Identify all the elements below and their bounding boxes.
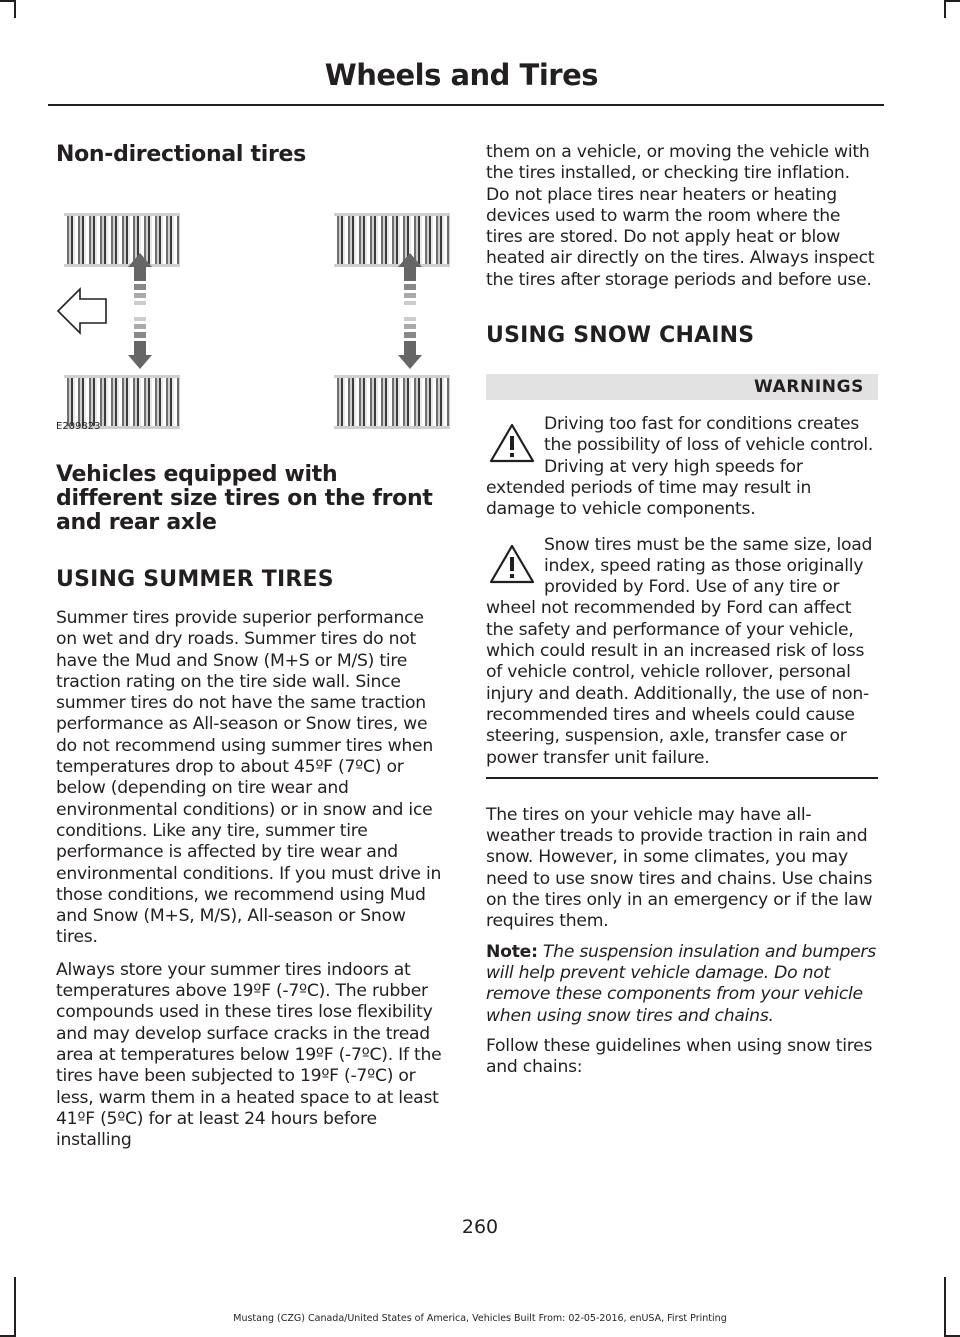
note-text: The suspension insulation and bumpers will help prevent vehicle damage. Do not remove these components from your vehicle when using snow tires and chains. <box>486 941 876 1026</box>
warnings-bar: WARNINGS <box>486 374 878 400</box>
nondirectional-heading: Non-directional tires <box>56 142 306 167</box>
crop-mark <box>944 0 946 18</box>
summer-tires-heading: USING SUMMER TIRES <box>56 567 334 592</box>
note-paragraph <box>486 942 878 1027</box>
warning-text: Driving too fast for conditions creates the possibility of loss of vehicle control. Driving at very high speeds for extended periods of time may result in damage to vehicle components. <box>486 414 874 520</box>
note-label: Note: <box>486 941 538 962</box>
crop-mark <box>0 0 14 2</box>
storage-paragraph: Always store your summer tires indoors at temperatures above 19ºF (-7ºC). The rubber compounds used in these tires lose flexibility and may develop surface cracks in the tread area at temperatures below 19ºF (-7ºC). If the tires have been subjected to 19ºF (-7ºC) or less, warm them in a heated space to at least 41ºF (5ºC) for at least 24 hours before installing <box>56 959 442 1151</box>
crop-mark <box>14 1277 16 1337</box>
vehicles-heading: Vehicles equipped with different size tires on the front and rear axle <box>56 462 433 535</box>
rotation-arrows <box>56 189 448 429</box>
tire-rotation-figure <box>56 189 448 432</box>
warning-triangle-icon <box>488 422 536 464</box>
swap-arrow-icon <box>398 253 422 369</box>
crop-mark <box>946 0 960 2</box>
snow-chains-heading: USING SNOW CHAINS <box>486 323 755 349</box>
right-column <box>486 142 878 1078</box>
figure-id: E209823 <box>56 421 101 432</box>
left-column <box>56 142 448 1151</box>
crop-mark <box>944 1277 946 1337</box>
guidelines-paragraph: Follow these guidelines when using snow tires and chains: <box>486 1035 873 1078</box>
warning-triangle-icon <box>488 543 536 585</box>
page-number: 260 <box>461 1216 499 1238</box>
swap-arrow-icon <box>128 253 152 369</box>
header-rule <box>48 104 884 106</box>
front-direction-arrow-icon <box>58 289 106 333</box>
page-footer: Mustang (CZG) Canada/United States of America, Vehicles Built From: 02-05-2016, enUSA, First Printing <box>233 1313 727 1324</box>
warning-text: Snow tires must be the same size, load index, speed rating as those originally provided by Ford. Use of any tire or wheel not recommended by Ford can affect the safety and performance of your vehicle, which could result in an increased risk of loss of vehicle control, vehicle rollover, personal injury and death. Additionally, the use of non-recommended tires and wheels could cause steering, suspension, axle, transfer case or power transfer unit failure. <box>486 534 873 768</box>
warning-block <box>486 535 878 769</box>
crop-mark <box>14 0 16 18</box>
storage-paragraph-continued: them on a vehicle, or moving the vehicle with the tires installed, or checking tire inflation. Do not place tires near heaters or heating devices used to warm the room where the tires are stored. Do not apply heat or blow heated air directly on the tires. Always inspect the tires after storage periods and before use. <box>486 142 875 290</box>
summer-tires-paragraph: Summer tires provide superior performance on wet and dry roads. Summer tires do not have the Mud and Snow (M+S or M/S) tire traction rating on the tire side wall. Since summer tires do not have the same traction performance as All-season or Snow tires, we do not recommend using summer tires when temperatures drop to about 45ºF (7ºC) or below (depending on tire wear and environmental conditions) or in snow and ice conditions. Like any tire, summer tire performance is affected by tire wear and environmental conditions. If you must drive in those conditions, we recommend using Mud and Snow (M+S, M/S), All-season or Snow tires. <box>56 608 442 948</box>
all-weather-paragraph: The tires on your vehicle may have all-weather treads to provide traction in rain and snow. However, in some climates, you may need to use snow tires and chains. Use chains on the tires only in an emergency or if the law requires them. <box>486 804 873 932</box>
warning-block <box>486 414 878 520</box>
page-header-title: Wheels and Tires <box>324 58 598 92</box>
